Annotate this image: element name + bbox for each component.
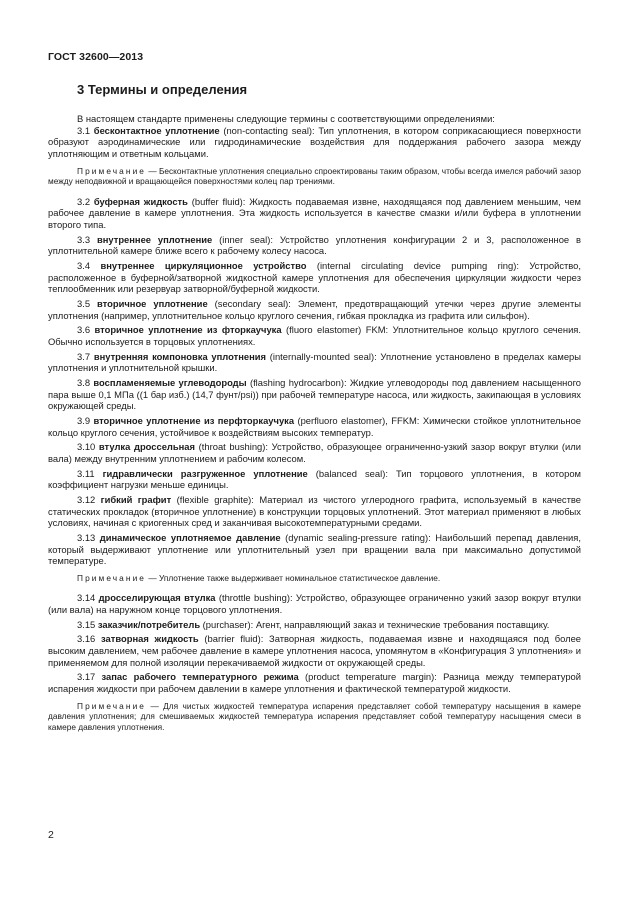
term-number: 3.14: [77, 592, 96, 604]
note-text: — Уплотнение также выдерживает номинальное статистическое давление.: [146, 572, 441, 583]
term-name: вторичное уплотнение из перфторкаучука: [93, 414, 295, 426]
term-number: 3.6: [77, 324, 91, 336]
term-name: вторичное уплотнение: [97, 298, 208, 310]
term-number: 3.8: [77, 377, 91, 388]
document-body: [48, 113, 581, 741]
term-name: динамическое уплотняемое давление: [99, 531, 281, 543]
note-text: — Для чистых жидкостей температура испарения представляет собой температуру насыщения в камере давления уплотнения; для смешиваемых жидкостей температура испарения представляет собой температуру насыщения смеси в камере давления уплотнения.: [48, 700, 581, 732]
term-definition: (inner seal): Устройство уплотнения конфигурации 2 и 3, расположенное в уплотнительной камере ближе всего к рабочему колесу насоса.: [48, 233, 582, 257]
term-definition: (balanced seal): Тип торцового уплотнения, в котором коэффициент нагрузки меньше единицы.: [48, 467, 582, 491]
term-number: 3.4: [77, 260, 91, 272]
term-name: воспламеняемые углеводороды: [93, 377, 247, 388]
term-definition: (throat bushing): Устройство, образующее ограниченно-узкий зазор вокруг втулки (или вала) между внутренним уплотнением и рабочим колесом.: [48, 441, 581, 464]
term-definition: (flexible graphite): Материал из чистого углеродного графита, используемый в качестве статических прокладок (вторичное уплотнение) в конструкции торцовых уплотнений. Этот материал применяют в любых условиях, начиная с криогенных сред и заканчивая высокотемпературными средами.: [48, 493, 581, 529]
term-name: бесконтактное уплотнение: [93, 124, 220, 136]
term-3-6: [48, 324, 581, 347]
term-definition: (non-contacting seal): Тип уплотнения, в котором соприкасающиеся поверхности образуют аэродинамические или гидродинамические воздействия для поддержания рабочего зазора между уплотняющим и ответным кольцами.: [48, 124, 581, 159]
term-3-10: [48, 441, 581, 464]
term-3-17: [48, 671, 581, 694]
document-code: ГОСТ 32600—2013: [48, 51, 144, 63]
term-name: внутреннее уплотнение: [96, 233, 213, 245]
term-number: 3.1: [77, 124, 91, 136]
note-2: [48, 573, 581, 584]
term-definition: (barrier fluid): Затворная жидкость, подаваемая извне и находящаяся под более высоким давлением, чем рабочее давление в камере уплотнения насоса, упомянутом в «Конфигурация 3 уплотнения» и применяемом для полной изоляции перекачиваемой жидкости от окружающей среды.: [48, 633, 581, 668]
term-number: 3.13: [77, 531, 96, 543]
term-name: запас рабочего температурного режима: [101, 671, 299, 683]
term-name: дросселирующая втулка: [98, 592, 216, 604]
term-number: 3.16: [77, 633, 96, 645]
term-definition: (product temperature margin): Разница между температурой испарения жидкости при рабочем давлении в камере уплотнения и фактической температурой жидкости.: [48, 671, 581, 695]
term-number: 3.5: [77, 298, 91, 310]
term-name: гидравлически разгруженное уплотнение: [102, 467, 308, 479]
term-3-16: [48, 633, 581, 668]
note-text: — Бесконтактные уплотнения специально спроектированы таким образом, чтобы всегда имелся рабочий зазор между неподвижной и вращающейся поверхностями колец пар трениями.: [48, 165, 581, 187]
term-number: 3.3: [77, 233, 91, 245]
term-number: 3.11: [77, 467, 95, 479]
page-number: 2: [48, 829, 54, 841]
term-name: втулка дроссельная: [98, 441, 195, 453]
term-number: 3.9: [77, 414, 91, 426]
term-name: заказчик/потребитель: [97, 618, 201, 630]
term-3-1: [48, 125, 581, 160]
term-3-8: [48, 377, 581, 412]
section-title: 3 Термины и определения: [77, 82, 248, 97]
term-definition: (fluoro elastomer) FKM: Уплотнительное кольцо круглого сечения. Обычно используется в торцовых уплотнениях.: [48, 324, 581, 348]
note-3: [48, 701, 581, 733]
term-number: 3.12: [77, 493, 96, 505]
term-name: вторичное уплотнение из фторкаучука: [94, 324, 282, 336]
term-3-13: [48, 532, 581, 567]
term-3-12: [48, 494, 581, 529]
term-name: затворная жидкость: [101, 633, 199, 645]
term-definition: (internally-mounted seal): Уплотнение установлено в пределах камеры уплотнения и уплотнительной крышки.: [48, 350, 581, 374]
term-number: 3.15: [77, 618, 96, 630]
term-name: внутреннее циркуляционное устройство: [100, 260, 307, 272]
term-name: буферная жидкость: [93, 195, 188, 207]
term-definition: (buffer fluid): Жидкость подаваемая извне, находящаяся под давлением меньшим, чем рабочее давление в камере уплотнения. Эта жидкость используется в качестве смазки и/или буфера в уплотнении второго типа.: [48, 195, 582, 231]
note-label: Примечание: [77, 165, 147, 176]
term-definition: (throttle bushing): Устройство, образующее ограниченно узкий зазор вокруг втулки (или вала) на наружном конце торцового уплотнения.: [48, 592, 581, 616]
term-name: внутренняя компоновка уплотнения: [93, 350, 266, 362]
term-3-9: [48, 415, 581, 438]
term-3-14: [48, 592, 581, 615]
term-3-7: [48, 351, 581, 374]
term-name: гибкий графит: [100, 493, 172, 505]
note-label: Примечание: [77, 572, 147, 583]
term-definition: (dynamic sealing-pressure rating): Наибольший перепад давления, который выдерживают уплотнение или уплотнительный узел при вращении вала при максимально допустимой температуре.: [48, 531, 581, 567]
term-definition: (purchaser): Агент, направляющий заказ и технические требования поставщику.: [200, 618, 550, 630]
note-1: [48, 166, 581, 187]
note-label: Примечание: [77, 700, 147, 711]
term-3-11: [48, 468, 581, 491]
intro-paragraph: В настоящем стандарте применены следующие термины с соответствующими определениями:: [77, 113, 495, 124]
term-number: 3.10: [77, 441, 96, 453]
term-number: 3.2: [77, 195, 91, 207]
term-definition: (perfluoro elastomer), FFKM: Химически стойкое уплотнительное кольцо круглого сечения, устойчивое к воздействиям высоких температур.: [48, 414, 581, 438]
term-3-3: [48, 234, 581, 257]
term-definition: (internal circulating device pumping ring): Устройство, расположенное в буферной/затворной жидкостной камере уплотнения для обеспечения циркуляции жидкости через теплообменник или резервуар затворной/буферной жидкости.: [48, 260, 581, 295]
term-3-4: [48, 260, 581, 295]
term-3-2: [48, 196, 581, 231]
term-3-15: [48, 619, 581, 631]
term-definition: (flashing hydrocarbon): Жидкие углеводороды под давлением насыщенного пара выше 0,1 МПа ((1 бар изб.) (14,7 фунт/psi)) при рабочей температуре насоса, или жидкость, закипающая в условиях окружающей среды.: [48, 377, 582, 412]
term-number: 3.7: [77, 350, 91, 362]
term-3-5: [48, 298, 581, 321]
term-number: 3.17: [77, 671, 96, 683]
term-definition: (secondary seal): Элемент, предотвращающий утечки через другие элементы уплотнения (например, уплотнительное кольцо круглого сечения, гибкая прокладка из графита или сильфон).: [48, 298, 581, 321]
